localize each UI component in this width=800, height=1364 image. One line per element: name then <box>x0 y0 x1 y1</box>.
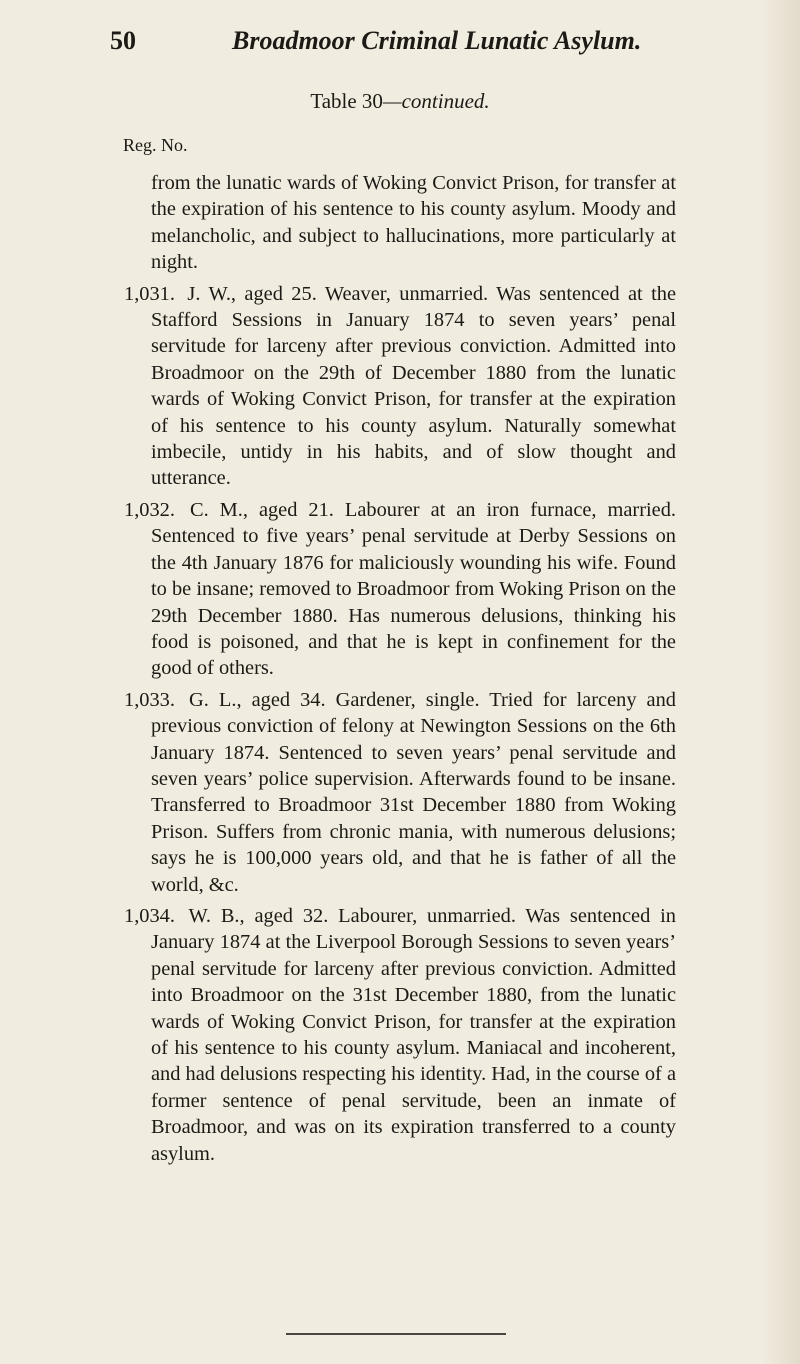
entry-1032 <box>124 497 676 682</box>
entry-1031 <box>124 281 676 492</box>
reg-number: 1,031. <box>124 282 175 305</box>
table-body <box>124 170 676 1172</box>
table-caption <box>0 89 800 114</box>
entry-1033 <box>124 687 676 898</box>
running-title: Broadmoor Criminal Lunatic Asylum. <box>232 26 642 55</box>
reg-number: 1,033. <box>124 688 175 711</box>
page-header <box>110 26 670 66</box>
entry-text: C. M., aged 21. Labourer at an iron furnace, married. Sentenced to five years’ penal servitude at Derby Sessions on the 4th January 1876 for maliciously wounding his wife. Found to be insane; removed to Broadmoor from Woking Prison on the 29th December 1880. Has numerous delusions, thinking his food is poisoned, and that he is kept in confinement for the good of others. <box>151 498 676 680</box>
closing-rule <box>286 1333 506 1335</box>
page-edge-shadow <box>762 0 800 1364</box>
entry-text: G. L., aged 34. Gardener, single. Tried for larceny and previous conviction of felony at Newington Sessions on the 6th January 1874. Sentenced to seven years’ penal servitude and seven years’ police supervision. Afterwards found to be insane. Transferred to Broadmoor 31st December 1880 from Woking Prison. Suffers from chronic mania, with numerous delusions; says he is 100,000 years old, and that he is father of all the world, &c. <box>151 688 676 896</box>
page-number: 50 <box>110 26 136 55</box>
table-continued: —continued. <box>382 89 490 113</box>
column-header-reg-no: Reg. No. <box>123 135 188 155</box>
table-label: Table 30 <box>310 89 383 113</box>
reg-number: 1,034. <box>124 904 175 927</box>
entry-1034 <box>124 903 676 1167</box>
continuation-paragraph: from the lunatic wards of Woking Convict Prison, for transfer at the expiration of his sentence to his county asylum. Moody and melancholic, and subject to hallucinations, more particularly at night. <box>151 172 676 274</box>
entry-text: J. W., aged 25. Weaver, unmarried. Was sentenced at the Stafford Sessions in January 1874 to seven years’ penal servitude for larceny after previous conviction. Admitted into Broadmoor on the 29th of December 1880 from the lunatic wards of Woking Convict Prison, for transfer at the expiration of his sentence to his county asylum. Naturally somewhat imbecile, untidy in his habits, and of slow thought and utterance. <box>151 282 676 490</box>
reg-number: 1,032. <box>124 498 175 521</box>
entry-text: W. B., aged 32. Labourer, unmarried. Was sentenced in January 1874 at the Liverpool Borough Sessions to seven years’ penal servitude for larceny after previous conviction. Admitted into Broadmoor on the 31st December 1880, from the lunatic wards of Woking Convict Prison, for transfer at the expiration of his sentence to his county asylum. Maniacal and incoherent, and had delusions respecting his identity. Had, in the course of a former sentence of penal servitude, been an inmate of Broadmoor, and was on its expiration transferred to a county asylum. <box>151 904 676 1165</box>
